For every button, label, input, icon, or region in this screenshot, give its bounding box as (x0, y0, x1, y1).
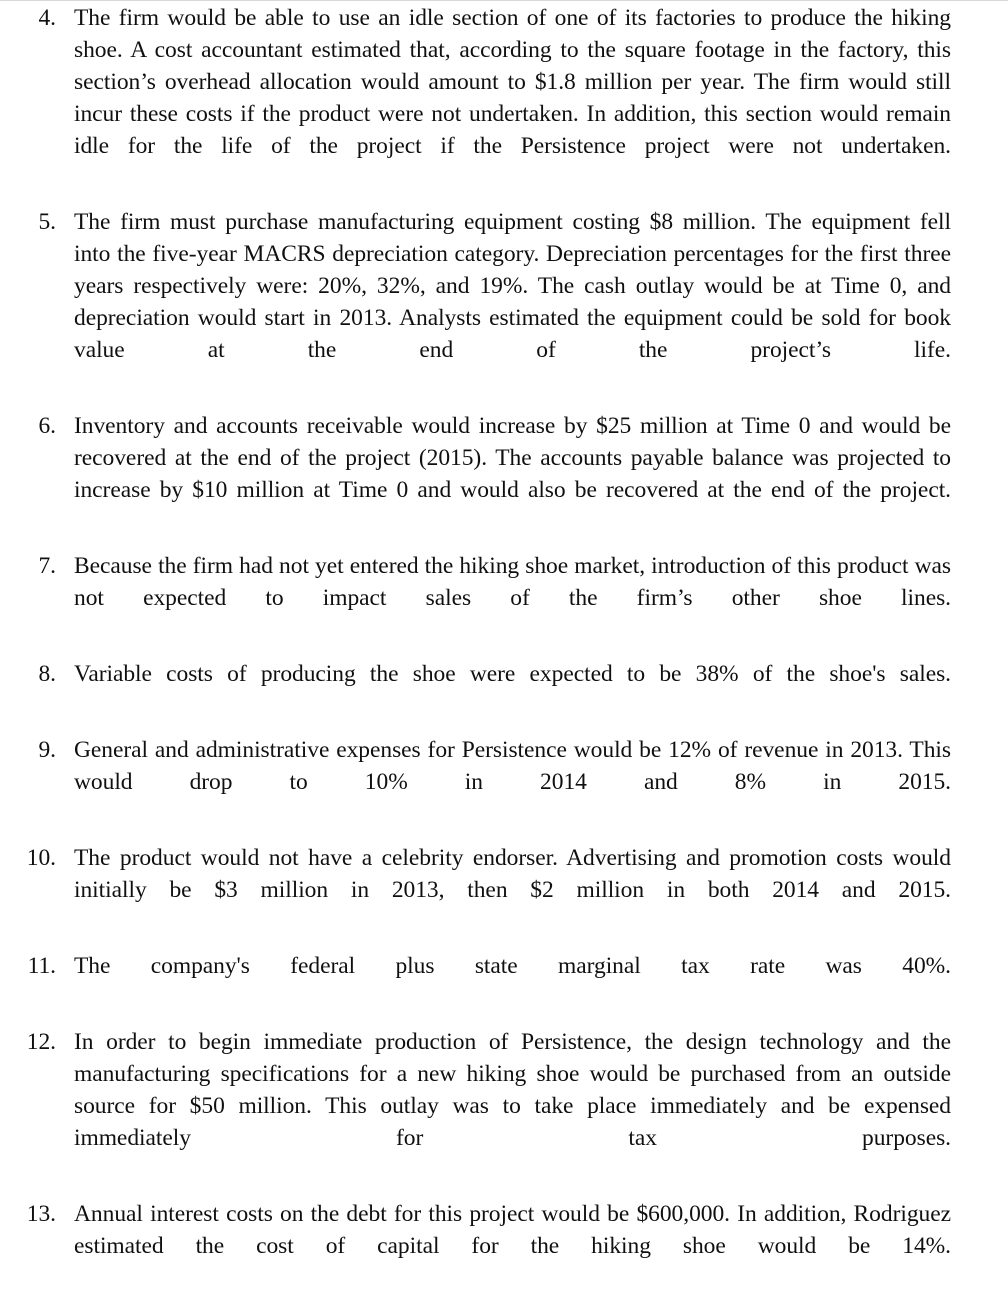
list-item (0, 734, 1008, 830)
list-item-number: 13. (26, 1201, 56, 1227)
list-item-number: 12. (26, 1029, 56, 1055)
list-item-text: The firm must purchase manufacturing equipment costing $8 million. The equipment fell into the five-year MACRS depreciation category. Depreciation percentages for the first three years respectively were: 20%, 32%, and 19%. The cash outlay would be at Time 0, and depreciation would start in 2013. Analysts estimated the equipment could be sold for book value at the end of the project’s life. (74, 209, 951, 363)
list-item (0, 206, 1008, 398)
list-item (0, 950, 1008, 1014)
list-item-number: 6. (38, 413, 56, 439)
list-item-number: 7. (38, 553, 56, 579)
list-item-text: Variable costs of producing the shoe were expected to be 38% of the shoe's sales. (74, 661, 951, 687)
list-item-number: 8. (38, 661, 56, 687)
list-item-number: 10. (26, 845, 56, 871)
list-item (0, 550, 1008, 646)
list-item-number: 9. (38, 737, 56, 763)
list-item (0, 1026, 1008, 1186)
list-item (0, 1198, 1008, 1294)
list-item (0, 2, 1008, 194)
list-item-text: The firm would be able to use an idle section of one of its factories to produce the hiking shoe. A cost accountant estimated that, according to the square footage in the factory, this section’s overhead allocation would amount to $1.8 million per year. The firm would still incur these costs if the product were not undertaken. In addition, this section would remain idle for the life of the project if the Persistence project were not undertaken. (74, 5, 951, 159)
list-item-text: Because the firm had not yet entered the hiking shoe market, introduction of this product was not expected to impact sales of the firm’s other shoe lines. (74, 553, 951, 611)
list-item-text: The company's federal plus state marginal tax rate was 40%. (74, 953, 951, 979)
list-item-text: The product would not have a celebrity endorser. Advertising and promotion costs would initially be $3 million in 2013, then $2 million in both 2014 and 2015. (74, 845, 951, 903)
list-item-number: 5. (38, 209, 56, 235)
list-item (0, 658, 1008, 722)
list-item-number: 11. (27, 953, 56, 979)
assumption-list (0, 2, 1008, 1294)
list-item-text: Inventory and accounts receivable would increase by $25 million at Time 0 and would be recovered at the end of the project (2015). The accounts payable balance was projected to increase by $10 million at Time 0 and would also be recovered at the end of the project. (74, 413, 951, 503)
list-item (0, 410, 1008, 538)
list-item-text: Annual interest costs on the debt for this project would be $600,000. In addition, Rodriguez estimated the cost of capital for the hiking shoe would be 14%. (74, 1201, 951, 1259)
list-item (0, 842, 1008, 938)
list-item-text: In order to begin immediate production of Persistence, the design technology and the manufacturing specifications for a new hiking shoe would be purchased from an outside source for $50 million. This outlay was to take place immediately and be expensed immediately for tax purposes. (74, 1029, 951, 1151)
list-item-text: General and administrative expenses for Persistence would be 12% of revenue in 2013. This would drop to 10% in 2014 and 8% in 2015. (74, 737, 951, 795)
list-item-number: 4. (38, 5, 56, 31)
